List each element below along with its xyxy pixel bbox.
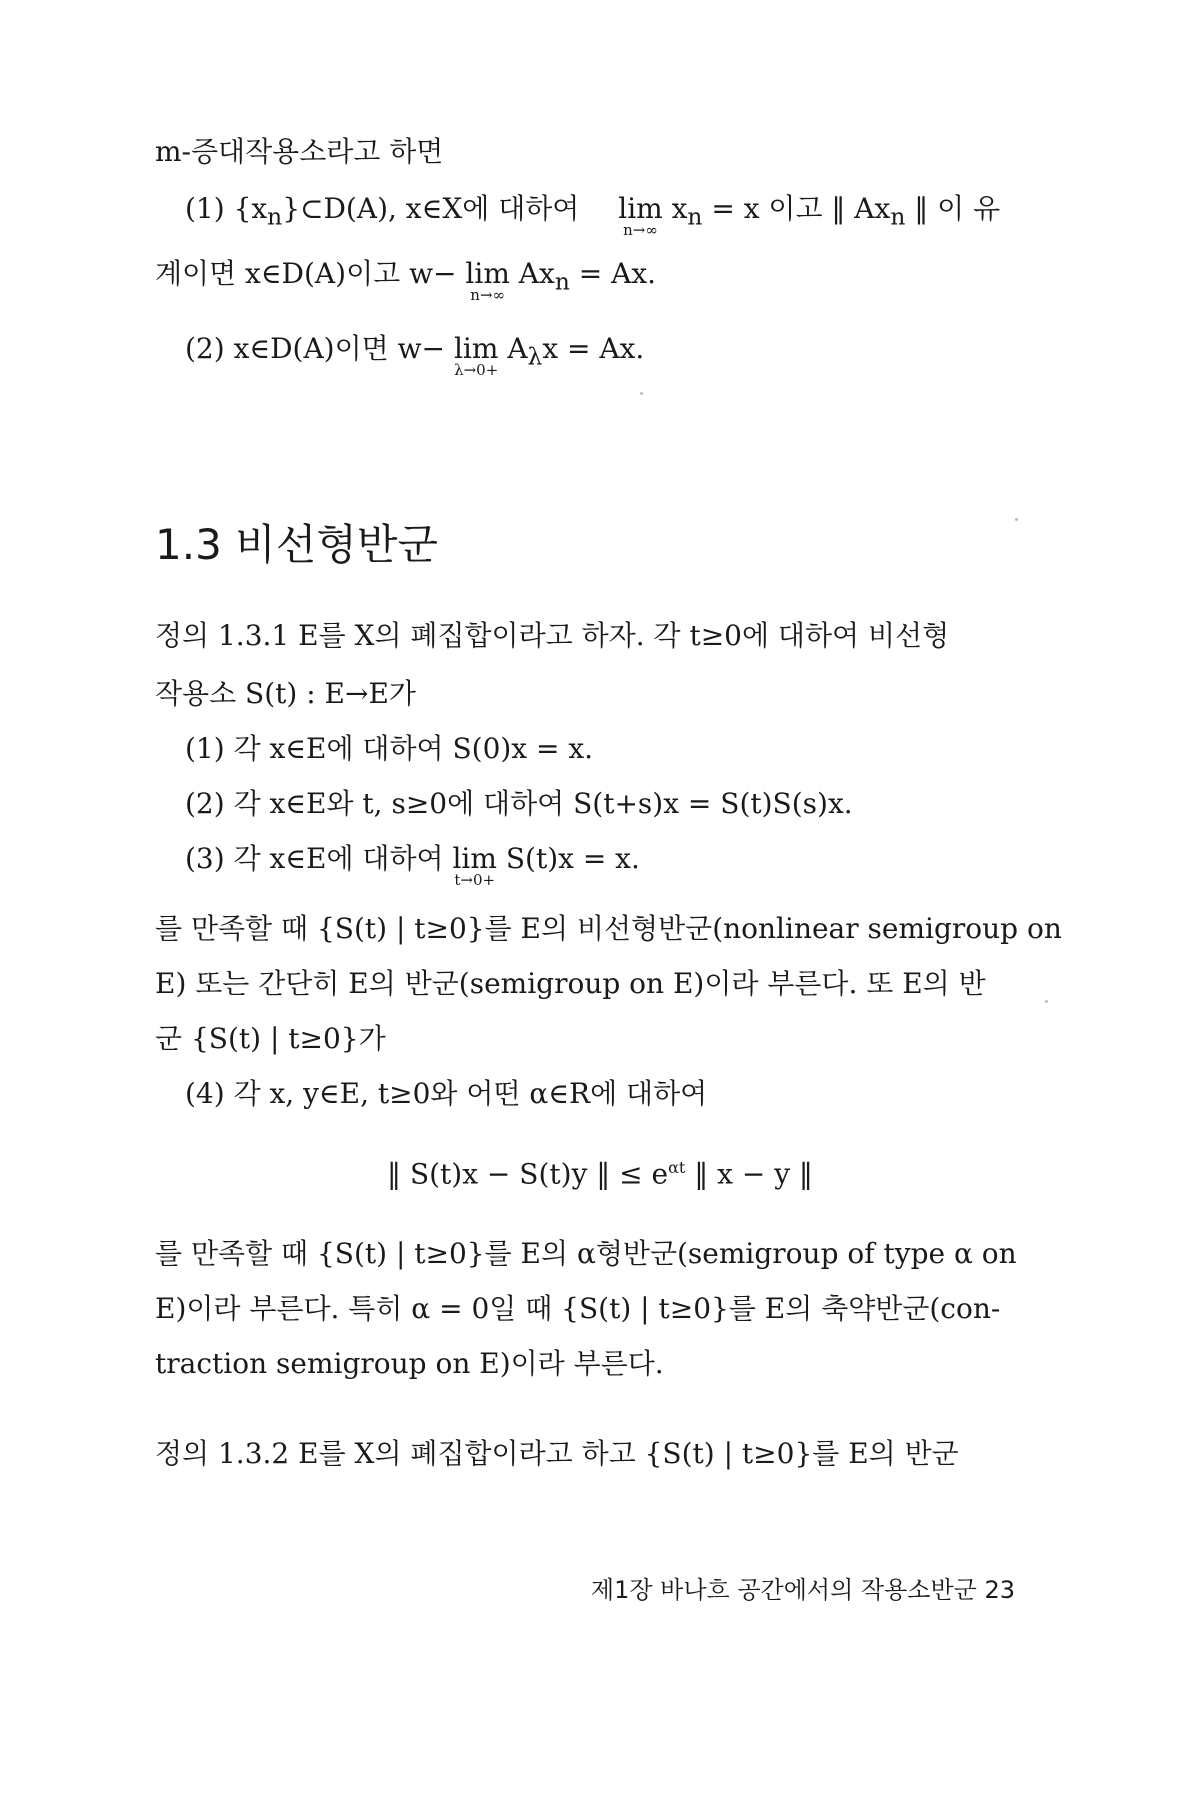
definition-1-line-1: 정의 1.3.1 E를 X의 폐집합이라고 하자. 각 t≥0에 대하여 비선형 bbox=[155, 619, 950, 652]
scan-speck bbox=[1015, 518, 1018, 521]
condition-2-line: (2) x∈D(A)이면 w− lim λ→0+ $A_\lambda x = Ax$. bbox=[185, 332, 645, 379]
subscript: n bbox=[267, 202, 283, 231]
inequality-equation: ‖ S(t)x − S(t)y ‖ ≤ $e^{\alpha t}$ ‖ x − y ‖ bbox=[387, 1157, 813, 1191]
limit-operator: lim n→∞ bbox=[465, 257, 510, 304]
scan-speck bbox=[640, 392, 643, 395]
paragraph-1-line-2: E) 또는 간단히 E의 반군(semigroup on E)이라 부른다. 또 E의 반 bbox=[155, 967, 986, 1000]
limit-operator: lim n→∞ bbox=[618, 192, 663, 239]
section-heading: 1.3 비선형반군 bbox=[155, 520, 439, 569]
property-1: (1) 각 x∈E에 대하여 S(0)x = x. bbox=[185, 732, 594, 765]
intro-line: m-증대작용소라고 하면 bbox=[155, 135, 444, 168]
page-footer: 제1장 바나흐 공간에서의 작용소반군 23 bbox=[590, 1576, 1015, 1604]
condition-1-line: (1) $\{x_n\}\subset D(A)$, x∈X에 대하여 lim n→∞ $x_n = x$ 이고 ‖ $Ax_n$ ‖ 이 유 bbox=[185, 192, 1001, 239]
property-3: (3) 각 x∈E에 대하여 lim t→0+ S(t)x = x. bbox=[185, 842, 640, 889]
exponent: αt bbox=[668, 1158, 686, 1177]
condition-1-continuation: 계이면 x∈D(A)이고 w− lim n→∞ $Ax_n = Ax$. bbox=[155, 257, 657, 304]
limit-operator: lim λ→0+ bbox=[453, 332, 499, 379]
paragraph-1-line-3: 군 {S(t) | t≥0}가 bbox=[155, 1022, 386, 1055]
limit-operator: lim t→0+ bbox=[452, 842, 497, 889]
property-2: (2) 각 x∈E와 t, s≥0에 대하여 S(t+s)x = S(t)S(s)x. bbox=[185, 787, 853, 820]
paragraph-2-line-2: E)이라 부른다. 특히 α = 0일 때 {S(t) | t≥0}를 E의 축약반군(con- bbox=[155, 1292, 1001, 1325]
paragraph-1-line-1: 를 만족할 때 {S(t) | t≥0}를 E의 비선형반군(nonlinear semigroup on bbox=[155, 912, 1062, 945]
definition-2-line: 정의 1.3.2 E를 X의 폐집합이라고 하고 {S(t) | t≥0}를 E의 반군 bbox=[155, 1437, 959, 1470]
definition-1-line-2: 작용소 S(t) : E→E가 bbox=[155, 677, 416, 710]
property-4: (4) 각 x, y∈E, t≥0와 어떤 α∈R에 대하여 bbox=[185, 1077, 708, 1110]
paragraph-2-line-3: traction semigroup on E)이라 부른다. bbox=[155, 1347, 664, 1380]
paragraph-2-line-1: 를 만족할 때 {S(t) | t≥0}를 E의 α형반군(semigroup of type α on bbox=[155, 1237, 1017, 1270]
scan-speck bbox=[1045, 1000, 1048, 1003]
